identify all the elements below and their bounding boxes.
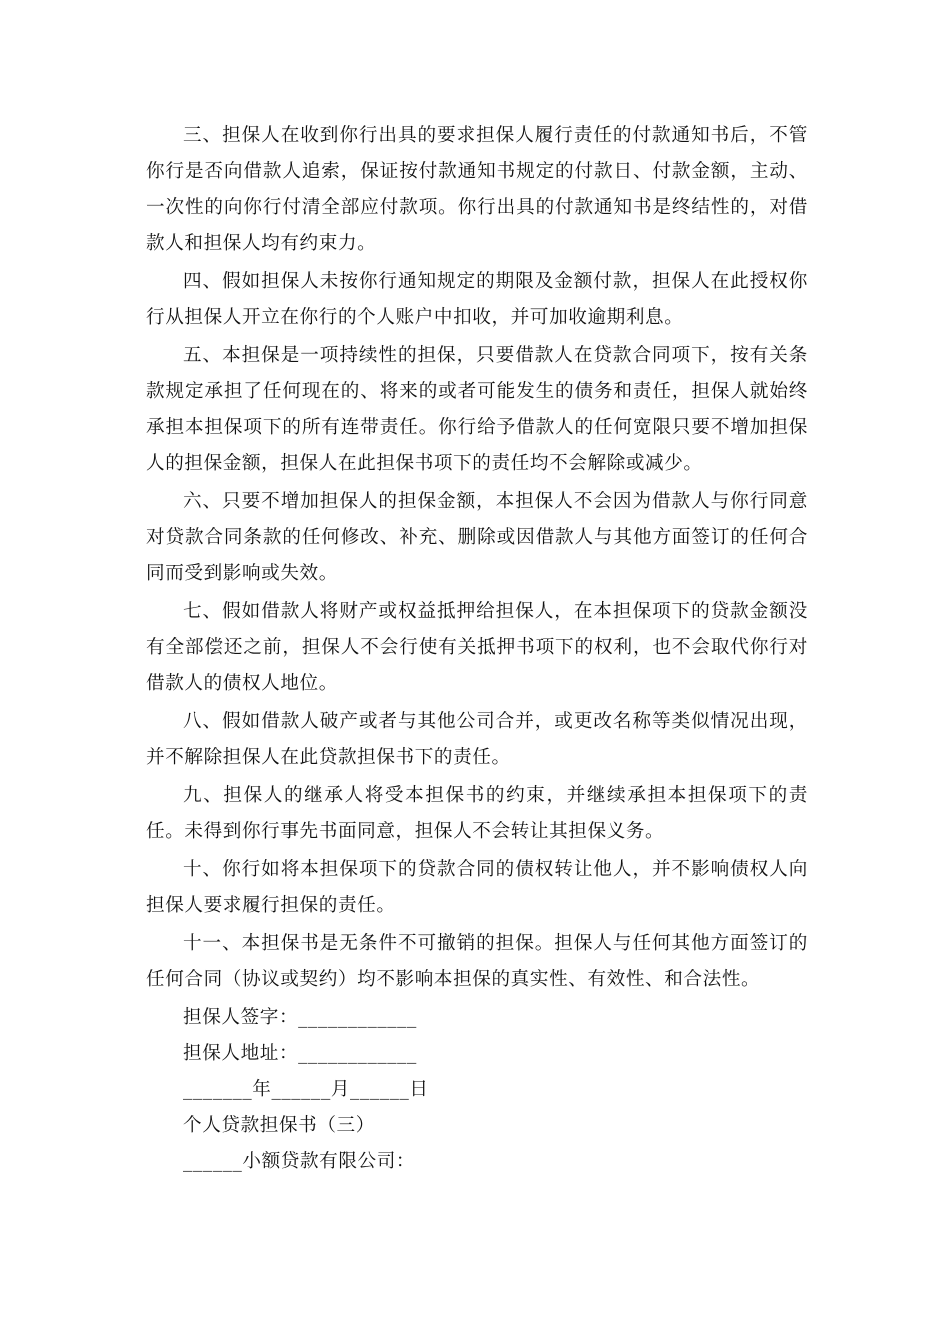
document-body: [146, 118, 808, 1180]
clause-three: 三、担保人在收到你行出具的要求担保人履行责任的付款通知书后，不管你行是否向借款人追索，保证按付款通知书规定的付款日、付款金额，主动、一次性的向你行付清全部应付款项。你行出具的付款通知书是终结性的，对借款人和担保人均有约束力。: [146, 125, 808, 254]
clause-ten: 十、你行如将本担保项下的贷款合同的债权转让他人，并不影响债权人向担保人要求履行担保的责任。: [146, 859, 808, 916]
next-document-title: 个人贷款担保书（三）: [183, 1115, 375, 1136]
clause-seven: 七、假如借款人将财产或权益抵押给担保人，在本担保项下的贷款金额没有全部偿还之前，担保人不会行使有关抵押书项下的权利，也不会取代你行对借款人的债权人地位。: [146, 601, 808, 694]
clause-six: 六、只要不增加担保人的担保金额，本担保人不会因为借款人与你行同意对贷款合同条款的任何修改、补充、删除或因借款人与其他方面签订的任何合同而受到影响或失效。: [146, 491, 808, 584]
guarantor-signature-line: 担保人签字：____________: [183, 1007, 417, 1028]
next-document-addressee: ______小额贷款有限公司：: [183, 1151, 416, 1172]
guarantor-address-line: 担保人地址：____________: [183, 1043, 417, 1064]
clause-four: 四、假如担保人未按你行通知规定的期限及金额付款，担保人在此授权你行从担保人开立在你行的个人账户中扣收，并可加收逾期利息。: [146, 271, 808, 328]
clause-five: 五、本担保是一项持续性的担保，只要借款人在贷款合同项下，按有关条款规定承担了任何现在的、将来的或者可能发生的债务和责任，担保人就始终承担本担保项下的所有连带责任。你行给予借款人的任何宽限只要不增加担保人的担保金额，担保人在此担保书项下的责任均不会解除或减少。: [146, 345, 808, 474]
clause-eleven: 十一、本担保书是无条件不可撤销的担保。担保人与任何其他方面签订的任何合同（协议或契约）均不影响本担保的真实性、有效性、和合法性。: [146, 933, 808, 990]
clause-nine: 九、担保人的继承人将受本担保书的约束，并继续承担本担保项下的责任。未得到你行事先书面同意，担保人不会转让其担保义务。: [146, 785, 808, 842]
date-line: _______年______月______日: [183, 1079, 429, 1100]
clause-eight: 八、假如借款人破产或者与其他公司合并，或更改名称等类似情况出现，并不解除担保人在此贷款担保书下的责任。: [146, 711, 808, 768]
